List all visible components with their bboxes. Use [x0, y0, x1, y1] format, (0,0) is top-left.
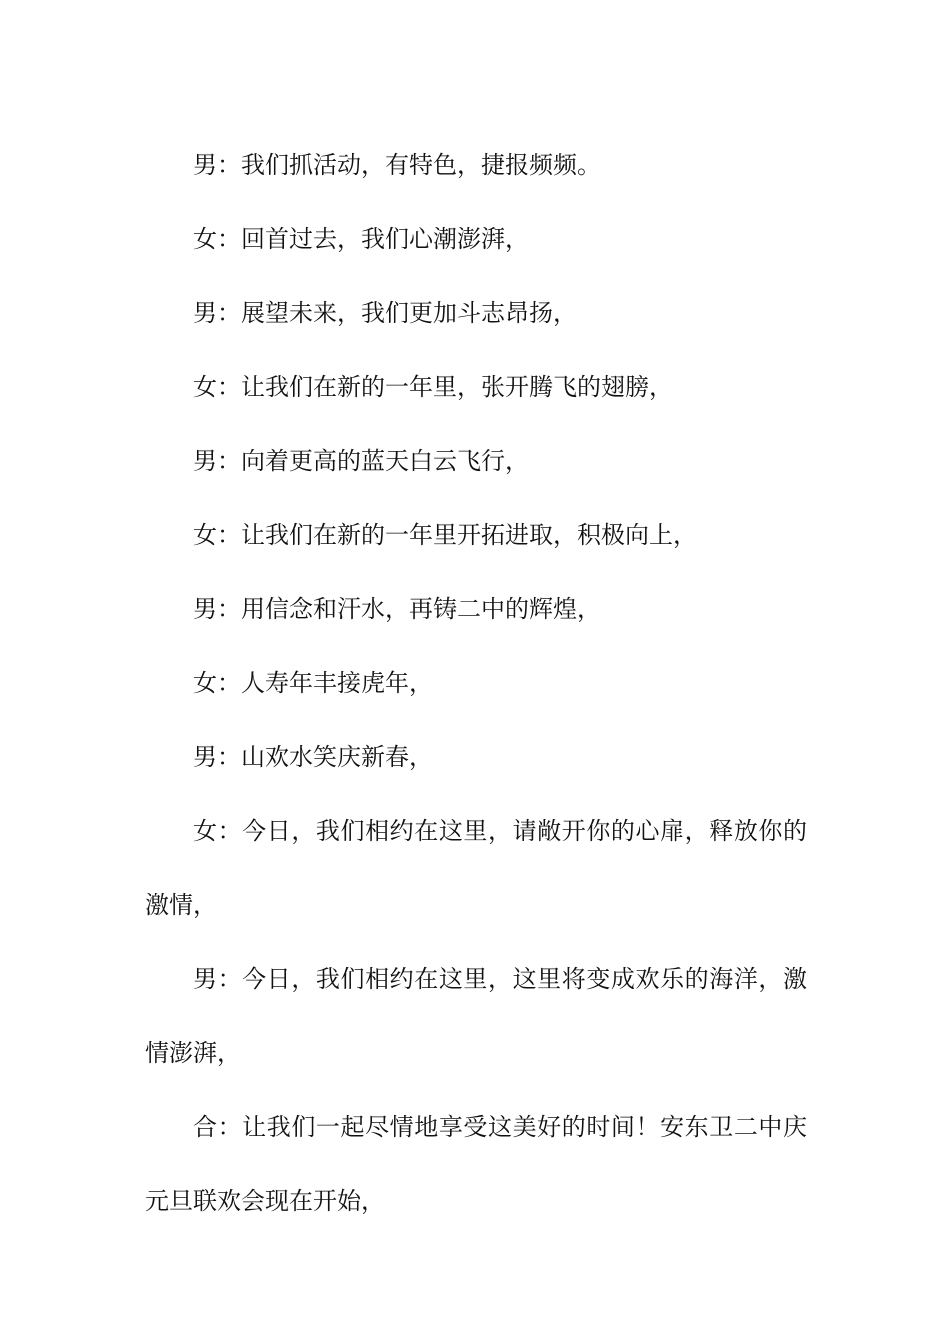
paragraph-8: 女：人寿年丰接虎年， [193, 669, 433, 697]
paragraph-1: 男：我们抓活动，有特色，捷报频频。 [193, 151, 601, 179]
paragraph-6: 女：让我们在新的一年里开拓进取，积极向上， [193, 521, 697, 549]
paragraph-4: 女：让我们在新的一年里，张开腾飞的翅膀， [193, 373, 673, 401]
paragraph-11: 男：今日，我们相约在这里，这里将变成欢乐的海洋，激情澎湃， [145, 965, 807, 1067]
paragraph-12: 合：让我们一起尽情地享受这美好的时间！安东卫二中庆元旦联欢会现在开始， [145, 1113, 807, 1215]
paragraph-2: 女：回首过去，我们心潮澎湃， [193, 225, 529, 253]
paragraph-10: 女：今日，我们相约在这里，请敞开你的心扉，释放你的激情， [145, 817, 807, 919]
paragraph-7: 男：用信念和汗水，再铸二中的辉煌， [193, 595, 601, 623]
paragraph-9: 男：山欢水笑庆新春， [193, 743, 433, 771]
document-body [145, 128, 807, 1238]
paragraph-5: 男：向着更高的蓝天白云飞行， [193, 447, 529, 475]
paragraph-3: 男：展望未来，我们更加斗志昂扬， [193, 299, 577, 327]
